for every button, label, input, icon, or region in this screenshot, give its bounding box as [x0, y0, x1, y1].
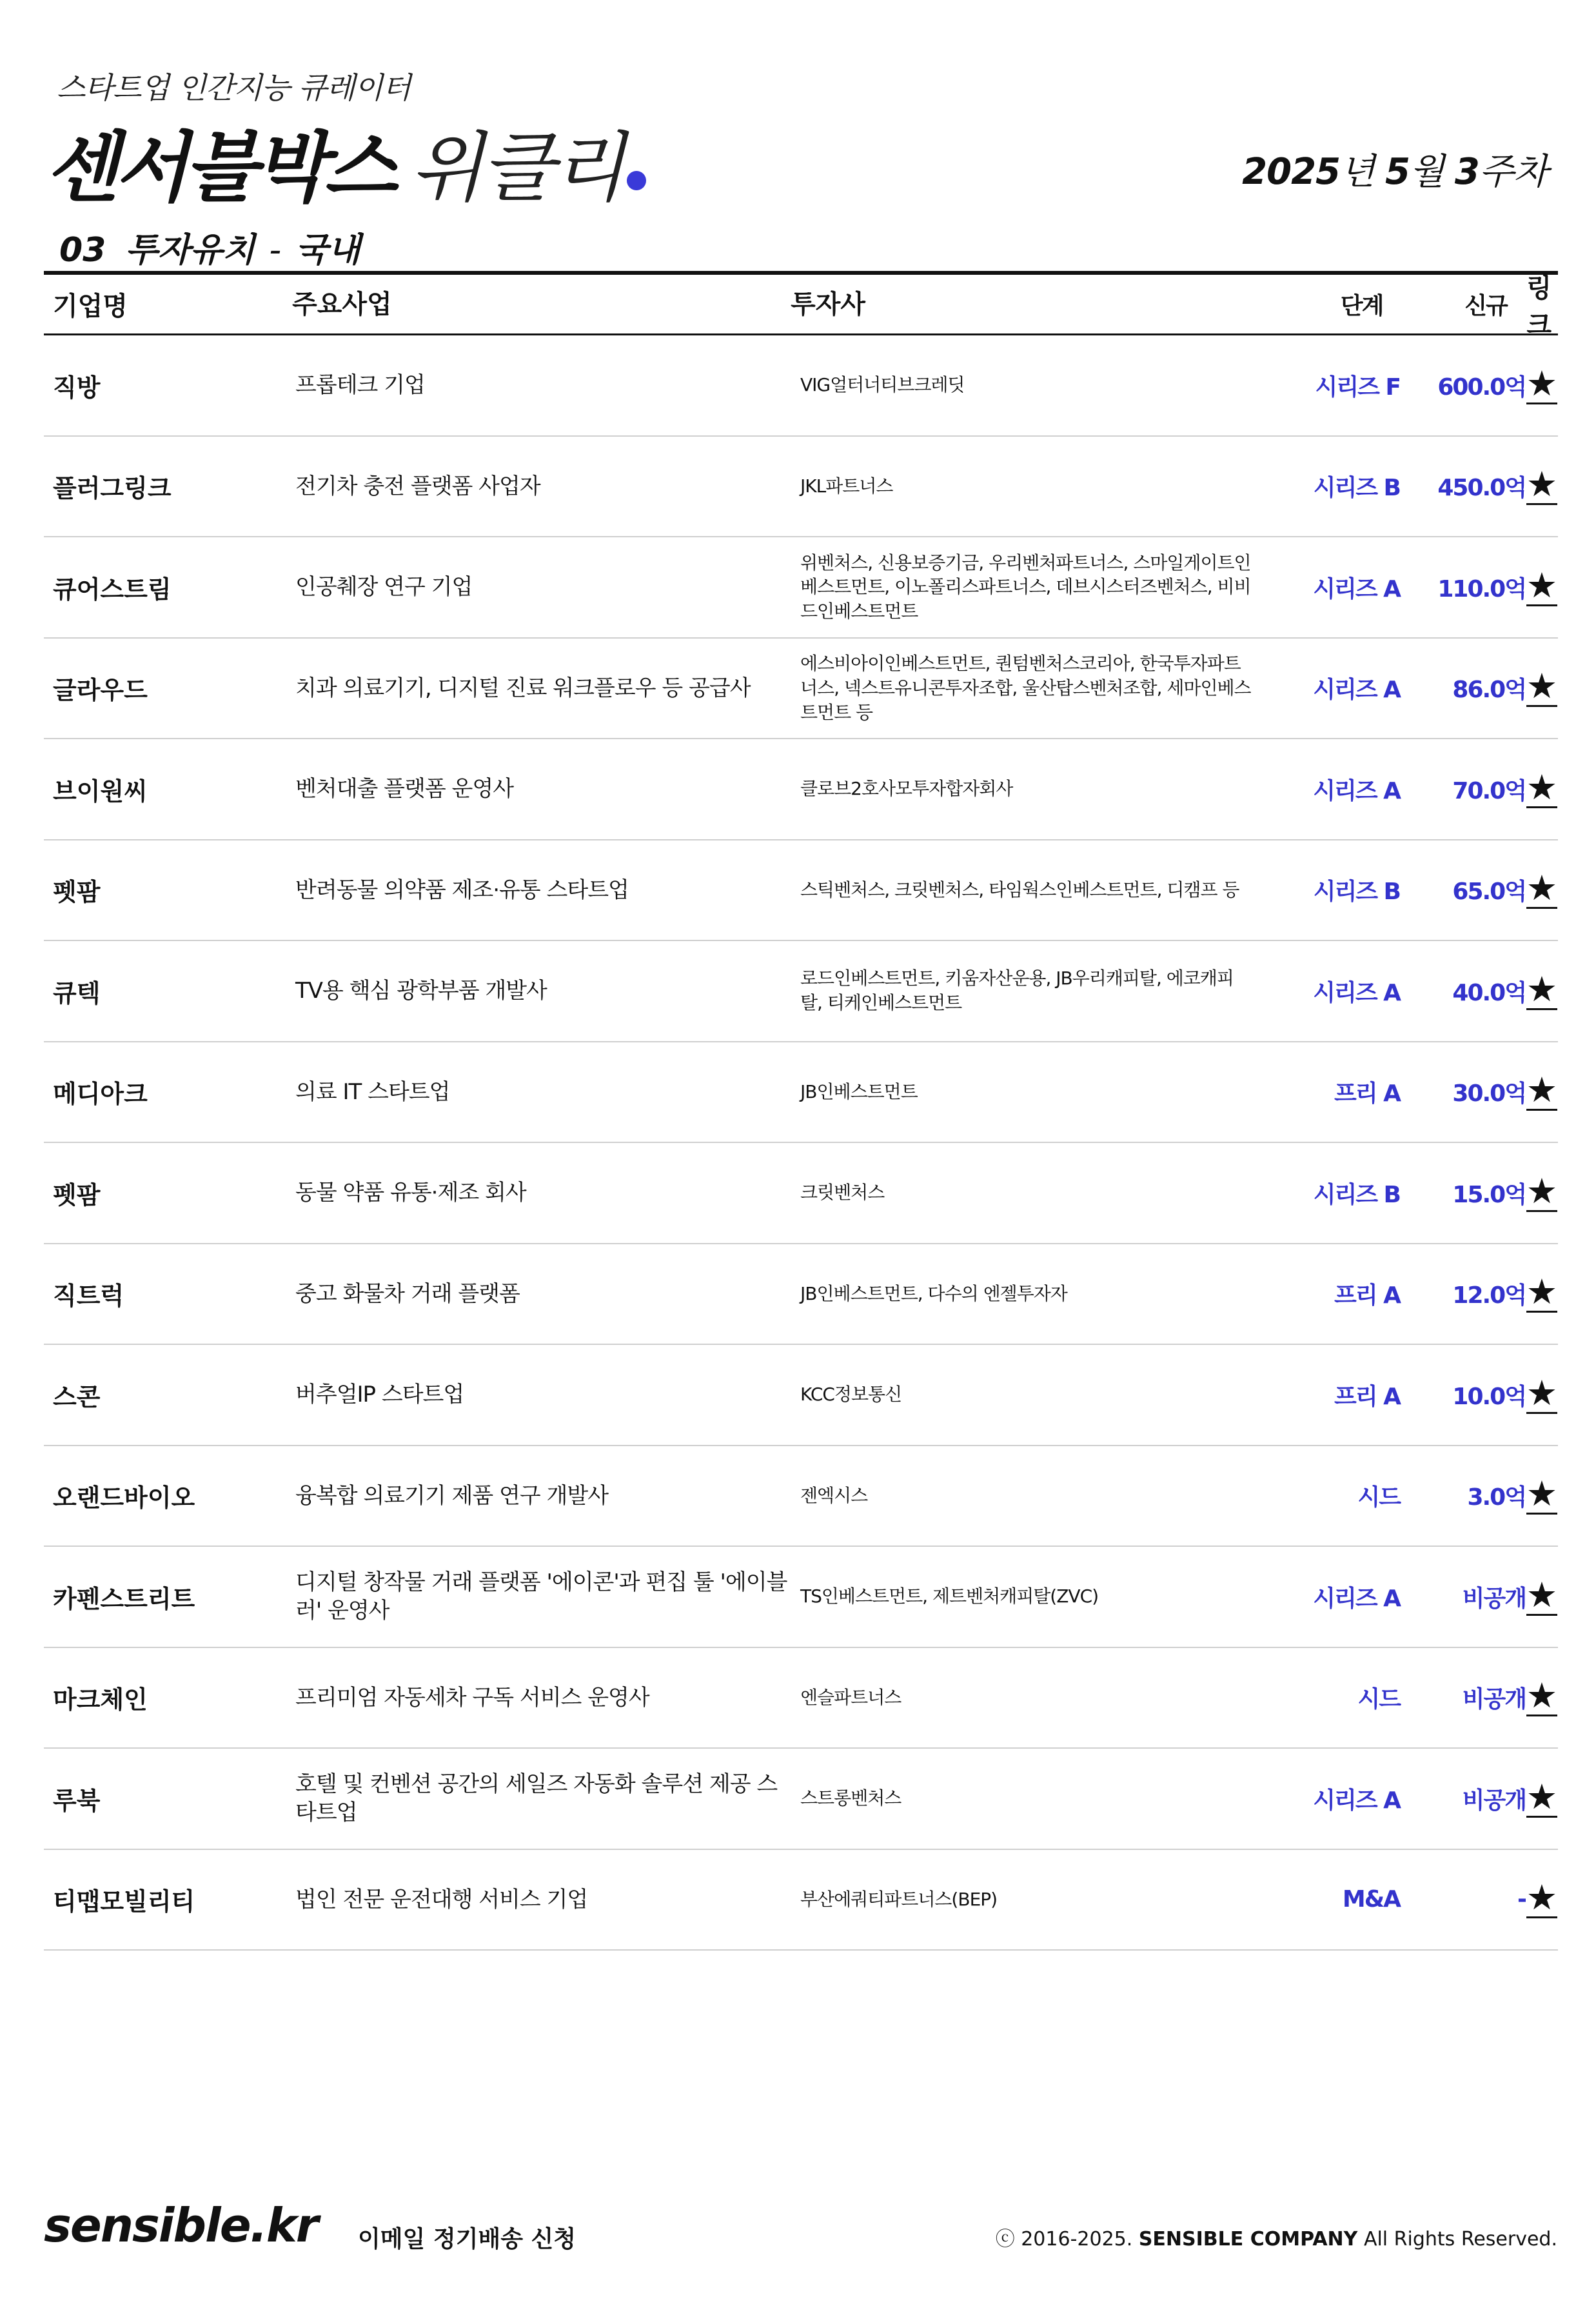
- funding-stage: 시리즈 B: [1313, 475, 1400, 502]
- business-description: 동물 약품 유통·제조 회사: [295, 1180, 526, 1206]
- table-row: [44, 1749, 1558, 1850]
- section-separator: -: [269, 231, 282, 270]
- investors: 위벤처스, 신용보증기금, 우리벤처파트너스, 스마일게이트인베스트먼트, 이노폴리스파트너스, 데브시스터즈벤처스, 비비드인베스트먼트: [800, 552, 1251, 622]
- company-name: 직방: [53, 373, 101, 402]
- article-link[interactable]: [1526, 968, 1558, 1010]
- funding-amount: 30.0억: [1452, 1080, 1526, 1108]
- table-body: [44, 335, 1558, 1951]
- footer-logo[interactable]: sensible.kr: [44, 2198, 318, 2252]
- table-row: [44, 1345, 1558, 1446]
- col-link: 링크: [1526, 273, 1552, 340]
- star-icon[interactable]: ★: [1526, 1372, 1558, 1413]
- star-icon[interactable]: ★: [1526, 1473, 1558, 1515]
- funding-amount: 10.0억: [1452, 1383, 1526, 1410]
- investors: 크릿벤처스: [800, 1182, 885, 1204]
- business-description: 융복합 의료기기 제품 연구 개발사: [295, 1482, 609, 1509]
- star-icon[interactable]: ★: [1526, 363, 1558, 404]
- article-link[interactable]: [1526, 868, 1558, 909]
- table-row: [44, 1244, 1558, 1346]
- investors: 부산에쿼티파트너스(BEP): [800, 1888, 998, 1910]
- funding-amount: 40.0억: [1452, 979, 1526, 1006]
- company-name: 플러그링크: [53, 474, 172, 503]
- company-name: 글라우드: [53, 676, 148, 705]
- article-link[interactable]: [1526, 1473, 1558, 1515]
- company-name: 스콘: [53, 1382, 101, 1411]
- company-name: 직트럭: [53, 1282, 124, 1311]
- issue-month-suffix: 월: [1409, 151, 1444, 193]
- table-row: [44, 941, 1558, 1042]
- funding-stage: 프리 A: [1334, 1383, 1400, 1410]
- funding-amount: -: [1517, 1886, 1526, 1913]
- investors: JB인베스트먼트: [800, 1080, 918, 1102]
- company-name: 펫팜: [53, 1180, 101, 1209]
- business-description: 호텔 및 컨벤션 공간의 세일즈 자동화 솔루션 제공 스타트업: [295, 1771, 778, 1826]
- business-description: 전기차 충전 플랫폼 사업자: [295, 473, 540, 499]
- company-name: 카펜스트리트: [53, 1584, 195, 1613]
- star-icon[interactable]: ★: [1526, 1170, 1558, 1211]
- funding-stage: 시리즈 A: [1313, 677, 1400, 704]
- company-name: 큐어스트림: [53, 575, 172, 604]
- funding-amount: 3.0억: [1467, 1484, 1526, 1511]
- table-header: [44, 271, 1558, 340]
- funding-amount: 12.0억: [1452, 1282, 1526, 1309]
- star-icon[interactable]: ★: [1526, 1877, 1558, 1918]
- subscribe-link[interactable]: 이메일 정기배송 신청: [358, 2226, 576, 2252]
- brand-title-bold: 센서블박스: [45, 123, 393, 212]
- table-row: [44, 1042, 1558, 1144]
- company-name: 루북: [53, 1786, 101, 1815]
- article-link[interactable]: [1526, 766, 1558, 808]
- star-icon[interactable]: ★: [1526, 1675, 1558, 1716]
- copyright-rights: All Rights Reserved.: [1363, 2228, 1557, 2251]
- brand-title: [45, 106, 646, 216]
- business-description: 의료 IT 스타트업: [295, 1078, 450, 1105]
- funding-amount: 450.0억: [1437, 475, 1526, 502]
- issue-month: 5: [1384, 151, 1410, 193]
- funding-stage: 시리즈 A: [1313, 979, 1400, 1006]
- investors: JKL파트너스: [800, 475, 893, 497]
- investors: 엔슬파트너스: [800, 1686, 901, 1708]
- star-icon[interactable]: ★: [1526, 766, 1558, 808]
- star-icon[interactable]: ★: [1526, 1271, 1558, 1313]
- copyright-company: SENSIBLE COMPANY: [1138, 2228, 1358, 2251]
- funding-amount: 600.0억: [1437, 373, 1526, 401]
- company-name: 큐텍: [53, 979, 101, 1008]
- investors: 스틱벤처스, 크릿벤처스, 타임웍스인베스트먼트, 디캠프 등: [800, 879, 1239, 900]
- table-row: [44, 1143, 1558, 1244]
- investors: JB인베스트먼트, 다수의 엔젤투자자: [800, 1282, 1067, 1304]
- investors: VIG얼터너티브크레딧: [800, 374, 965, 396]
- funding-stage: M&A: [1342, 1886, 1400, 1913]
- table-row: [44, 537, 1558, 639]
- star-icon[interactable]: ★: [1526, 1069, 1558, 1111]
- table-row: [44, 1850, 1558, 1951]
- company-name: 메디아크: [53, 1080, 148, 1109]
- funding-stage: 시드: [1357, 1686, 1400, 1713]
- table-row: [44, 639, 1558, 740]
- company-name: 펫팜: [53, 878, 101, 907]
- tagline: 스타트업 인간지능 큐레이터: [57, 70, 411, 105]
- funding-amount: 비공개: [1462, 1686, 1526, 1713]
- funding-stage: 시리즈 B: [1313, 879, 1400, 906]
- table-row: [44, 840, 1558, 942]
- section-name: 투자유치: [125, 231, 255, 270]
- brand-dot-icon: [627, 171, 646, 190]
- article-link[interactable]: [1526, 1675, 1558, 1716]
- article-link[interactable]: [1526, 1372, 1558, 1414]
- star-icon[interactable]: ★: [1526, 968, 1558, 1009]
- business-description: TV용 핵심 광학부품 개발사: [295, 978, 547, 1004]
- business-description: 치과 의료기기, 디지털 진료 워크플로우 등 공급사: [295, 675, 751, 701]
- business-description: 법인 전문 운전대행 서비스 기업: [295, 1886, 588, 1913]
- article-link[interactable]: [1526, 666, 1558, 707]
- funding-amount: 70.0억: [1452, 777, 1526, 804]
- funding-stage: 시리즈 F: [1315, 373, 1400, 401]
- star-icon[interactable]: ★: [1526, 1574, 1558, 1615]
- business-description: 디지털 창작물 거래 플랫폼 '에이콘'과 편집 툴 '에이블러' 운영사: [295, 1569, 787, 1624]
- funding-amount: 110.0억: [1437, 575, 1526, 602]
- article-link[interactable]: [1526, 363, 1558, 404]
- investors: 에스비아이인베스트먼트, 퀀텀벤처스코리아, 한국투자파트너스, 넥스트유니콘투자조합, 울산탑스벤처조합, 세마인베스트먼트 등: [800, 653, 1251, 723]
- table-row: [44, 1547, 1558, 1648]
- investors: 로드인베스트먼트, 키움자산운용, JB우리캐피탈, 에코캐피탈, 티케인베스트먼트: [800, 968, 1234, 1014]
- issue-year-suffix: 년: [1340, 151, 1375, 193]
- article-link[interactable]: [1526, 1574, 1558, 1616]
- article-link[interactable]: [1526, 1170, 1558, 1212]
- funding-stage: 시리즈 A: [1313, 777, 1400, 804]
- article-link[interactable]: [1526, 1271, 1558, 1313]
- issue-week: 3: [1454, 151, 1479, 193]
- investors: 젠엑시스: [800, 1484, 868, 1506]
- article-link[interactable]: [1526, 1776, 1558, 1818]
- funding-stage: 시드: [1357, 1484, 1400, 1511]
- funding-stage: 시리즈 A: [1313, 575, 1400, 602]
- col-amount: 신규: [1464, 293, 1507, 319]
- business-description: 버추얼IP 스타트업: [295, 1382, 464, 1408]
- table-row: [44, 437, 1558, 538]
- table-row: [44, 1446, 1558, 1547]
- funding-stage: 시리즈 A: [1313, 1787, 1400, 1814]
- table-row: [44, 1648, 1558, 1749]
- star-icon[interactable]: ★: [1526, 564, 1558, 606]
- business-description: 프롭테크 기업: [295, 372, 425, 399]
- section-subtitle: 국내: [295, 231, 360, 270]
- table-row: [44, 739, 1558, 840]
- copyright: [996, 2223, 1557, 2251]
- section-title: [59, 223, 360, 271]
- funding-stage: 시리즈 A: [1313, 1585, 1400, 1612]
- table-row: [44, 335, 1558, 437]
- col-company: 기업명: [53, 292, 128, 321]
- brand-title-light: 위클리: [409, 123, 623, 212]
- business-description: 프리미엄 자동세차 구독 서비스 운영사: [295, 1684, 649, 1711]
- article-link[interactable]: [1526, 464, 1558, 505]
- star-icon[interactable]: ★: [1526, 464, 1558, 505]
- investors: 스트롱벤처스: [800, 1787, 901, 1809]
- funding-stage: 프리 A: [1334, 1080, 1400, 1108]
- star-icon[interactable]: ★: [1526, 868, 1558, 909]
- copyright-prefix: ⓒ 2016-2025.: [995, 2228, 1133, 2251]
- business-description: 벤처대출 플랫폼 운영사: [295, 776, 514, 802]
- col-business: 주요사업: [292, 289, 392, 319]
- company-name: 브이원씨: [53, 777, 148, 806]
- article-link[interactable]: [1526, 1877, 1558, 1918]
- company-name: 티맵모빌리티: [53, 1887, 195, 1916]
- business-description: 반려동물 의약품 제조·유통 스타트업: [295, 877, 629, 903]
- article-link[interactable]: [1526, 1069, 1558, 1111]
- funding-amount: 비공개: [1462, 1585, 1526, 1612]
- funding-amount: 비공개: [1462, 1787, 1526, 1814]
- investors: TS인베스트먼트, 제트벤처캐피탈(ZVC): [800, 1585, 1099, 1607]
- funding-stage: 프리 A: [1334, 1282, 1400, 1309]
- issue-date: [1242, 143, 1548, 195]
- funding-amount: 65.0억: [1452, 879, 1526, 906]
- article-link[interactable]: [1526, 564, 1558, 606]
- funding-amount: 86.0억: [1452, 677, 1526, 704]
- investors: KCC정보통신: [800, 1384, 902, 1406]
- col-investors: 투자사: [791, 289, 865, 319]
- business-description: 인공췌장 연구 기업: [295, 574, 473, 601]
- funding-amount: 15.0억: [1452, 1181, 1526, 1208]
- company-name: 마크체인: [53, 1685, 148, 1715]
- section-number: 03: [59, 231, 106, 270]
- company-name: 오랜드바이오: [53, 1484, 195, 1513]
- funding-stage: 시리즈 B: [1313, 1181, 1400, 1208]
- business-description: 중고 화물차 거래 플랫폼: [295, 1280, 520, 1307]
- star-icon[interactable]: ★: [1526, 666, 1558, 707]
- star-icon[interactable]: ★: [1526, 1776, 1558, 1817]
- investors: 클로브2호사모투자합자회사: [800, 778, 1013, 800]
- issue-year: 2025: [1242, 151, 1341, 193]
- col-stage: 단계: [1340, 293, 1383, 319]
- issue-week-suffix: 주차: [1479, 151, 1548, 193]
- investment-table: [44, 271, 1558, 1951]
